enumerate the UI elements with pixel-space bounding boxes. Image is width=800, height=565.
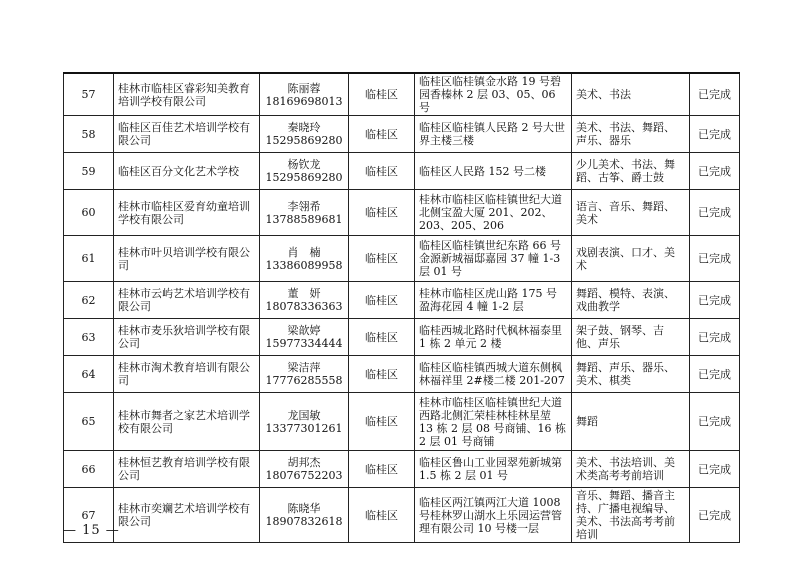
district: 临桂区 — [349, 73, 415, 116]
district: 临桂区 — [349, 356, 415, 393]
contact-cell — [260, 73, 349, 116]
row-number: 59 — [64, 153, 114, 190]
table-row — [64, 319, 740, 356]
table-row — [64, 73, 740, 116]
status: 已完成 — [690, 73, 740, 116]
row-number: 57 — [64, 73, 114, 116]
contact-person: 梁洁萍 — [287, 361, 321, 374]
institution-name: 桂林市临桂区爱育幼童培训学校有限公司 — [114, 190, 260, 236]
table-row — [64, 236, 740, 282]
contact-person: 陈丽蓉 — [287, 81, 321, 95]
training-scope: 音乐、舞蹈、播音主持、广播电视编导、美术、书法高考考前培训 — [572, 488, 690, 543]
address: 临桂区鲁山工业园翠苑新城第 1.5 栋 2 层 01 号 — [415, 451, 572, 488]
address: 临桂区临桂镇人民路 2 号大世界主楼三楼 — [415, 116, 572, 153]
address: 桂林市临桂区临桂镇世纪大道北侧宝盈大厦 201、202、203、205、206 — [415, 190, 572, 236]
training-scope: 美术、书法 — [572, 73, 690, 116]
contact-cell — [260, 451, 349, 488]
table-row — [64, 116, 740, 153]
training-scope: 舞蹈 — [572, 393, 690, 451]
district: 临桂区 — [349, 282, 415, 319]
status: 已完成 — [690, 282, 740, 319]
row-number: 63 — [64, 319, 114, 356]
contact-person: 胡邦杰 — [287, 456, 321, 469]
contact-person: 梁歆婷 — [287, 324, 321, 337]
training-scope: 架子鼓、钢琴、吉他、声乐 — [572, 319, 690, 356]
district: 临桂区 — [349, 393, 415, 451]
status: 已完成 — [690, 393, 740, 451]
contact-cell — [260, 319, 349, 356]
address: 临桂区人民路 152 号二楼 — [415, 153, 572, 190]
status: 已完成 — [690, 319, 740, 356]
contact-cell — [260, 116, 349, 153]
table-row — [64, 190, 740, 236]
address: 桂林市临桂区虎山路 175 号盈海花园 4 幢 1-2 层 — [415, 282, 572, 319]
contact-phone: 13788589681 — [265, 212, 343, 226]
contact-person: 秦晓玲 — [287, 121, 321, 134]
contact-cell — [260, 488, 349, 543]
district: 临桂区 — [349, 190, 415, 236]
row-number: 61 — [64, 236, 114, 282]
row-number: 62 — [64, 282, 114, 319]
training-scope: 舞蹈、模特、表演、戏曲教学 — [572, 282, 690, 319]
training-scope: 美术、书法培训、美术类高考考前培训 — [572, 451, 690, 488]
district: 临桂区 — [349, 116, 415, 153]
district: 临桂区 — [349, 236, 415, 282]
institution-name: 桂林市麦乐狄培训学校有限公司 — [114, 319, 260, 356]
address: 临桂区临桂镇西城大道东侧枫林福祥里 2#楼二楼 201-207 — [415, 356, 572, 393]
contact-cell — [260, 153, 349, 190]
status: 已完成 — [690, 153, 740, 190]
contact-phone: 13377301261 — [265, 421, 343, 435]
status: 已完成 — [690, 236, 740, 282]
district: 临桂区 — [349, 153, 415, 190]
contact-cell — [260, 282, 349, 319]
registry-table — [63, 72, 740, 543]
training-scope: 戏剧表演、口才、美术 — [572, 236, 690, 282]
table-row — [64, 451, 740, 488]
table-row — [64, 356, 740, 393]
status: 已完成 — [690, 451, 740, 488]
status: 已完成 — [690, 116, 740, 153]
contact-person: 龙国敏 — [287, 408, 321, 422]
row-number: 60 — [64, 190, 114, 236]
training-scope: 语言、音乐、舞蹈、美术 — [572, 190, 690, 236]
institution-name: 桂林恒艺教育培训学校有限公司 — [114, 451, 260, 488]
contact-person: 李翎希 — [287, 199, 321, 213]
contact-person: 董 妍 — [287, 287, 321, 300]
institution-name: 临桂区百分文化艺术学校 — [114, 153, 260, 190]
status: 已完成 — [690, 190, 740, 236]
district: 临桂区 — [349, 488, 415, 543]
contact-phone: 15295869280 — [265, 134, 343, 147]
table-row — [64, 282, 740, 319]
contact-cell — [260, 393, 349, 451]
contact-phone: 17776285558 — [265, 374, 343, 387]
row-number: 58 — [64, 116, 114, 153]
contact-cell — [260, 356, 349, 393]
contact-phone: 18076752203 — [265, 469, 343, 482]
table-row — [64, 488, 740, 543]
contact-person: 肖 楠 — [287, 245, 321, 259]
contact-cell — [260, 190, 349, 236]
contact-cell — [260, 236, 349, 282]
contact-person: 杨钦龙 — [287, 158, 321, 171]
address: 临桂区临桂镇世纪东路 66 号金源新城福邸嘉园 37 幢 1-3 层 01 号 — [415, 236, 572, 282]
page-number: — 15 — — [63, 523, 120, 538]
institution-name: 桂林市云屿艺术培训学校有限公司 — [114, 282, 260, 319]
institution-name: 桂林市叶贝培训学校有限公司 — [114, 236, 260, 282]
status: 已完成 — [690, 488, 740, 543]
status: 已完成 — [690, 356, 740, 393]
address: 临桂西城北路时代枫林福泰里 1 栋 2 单元 2 楼 — [415, 319, 572, 356]
institution-name: 桂林市临桂区睿彩知美教育培训学校有限公司 — [114, 73, 260, 116]
training-scope: 美术、书法、舞蹈、声乐、器乐 — [572, 116, 690, 153]
district: 临桂区 — [349, 451, 415, 488]
address: 桂林市临桂区临桂镇世纪大道西路北侧汇荣桂林桂林星堃 13 栋 2 层 08 号商铺、16 栋 2 层 01 号商铺 — [415, 393, 572, 451]
training-scope: 少儿美术、书法、舞蹈、古筝、爵士鼓 — [572, 153, 690, 190]
table-row — [64, 393, 740, 451]
institution-name: 临桂区百佳艺术培训学校有限公司 — [114, 116, 260, 153]
contact-phone: 18907832618 — [265, 515, 343, 528]
district: 临桂区 — [349, 319, 415, 356]
row-number: 66 — [64, 451, 114, 488]
training-scope: 舞蹈、声乐、器乐、美术、棋类 — [572, 356, 690, 393]
row-number: 65 — [64, 393, 114, 451]
institution-name: 桂林市淘术教育培训有限公司 — [114, 356, 260, 393]
address: 临桂区两江镇两江大道 1008 号桂林罗山湖水上乐园运营管理有限公司 10 号楼一层 — [415, 488, 572, 543]
contact-phone: 18078336363 — [265, 300, 343, 313]
address: 临桂区临桂镇金水路 19 号碧园香榛林 2 层 03、05、06 号 — [415, 73, 572, 116]
table-row — [64, 153, 740, 190]
row-number: 67 — [64, 488, 114, 543]
contact-phone: 15295869280 — [265, 171, 343, 184]
institution-name: 桂林市舞者之家艺术培训学校有限公司 — [114, 393, 260, 451]
row-number: 64 — [64, 356, 114, 393]
institution-name: 桂林市奕斓艺术培训学校有限公司 — [114, 488, 260, 543]
contact-person: 陈晓华 — [287, 502, 321, 515]
contact-phone: 18169698013 — [265, 94, 343, 108]
table-body — [64, 73, 740, 543]
contact-phone: 15977334444 — [265, 337, 343, 350]
contact-phone: 13386089958 — [265, 258, 343, 272]
